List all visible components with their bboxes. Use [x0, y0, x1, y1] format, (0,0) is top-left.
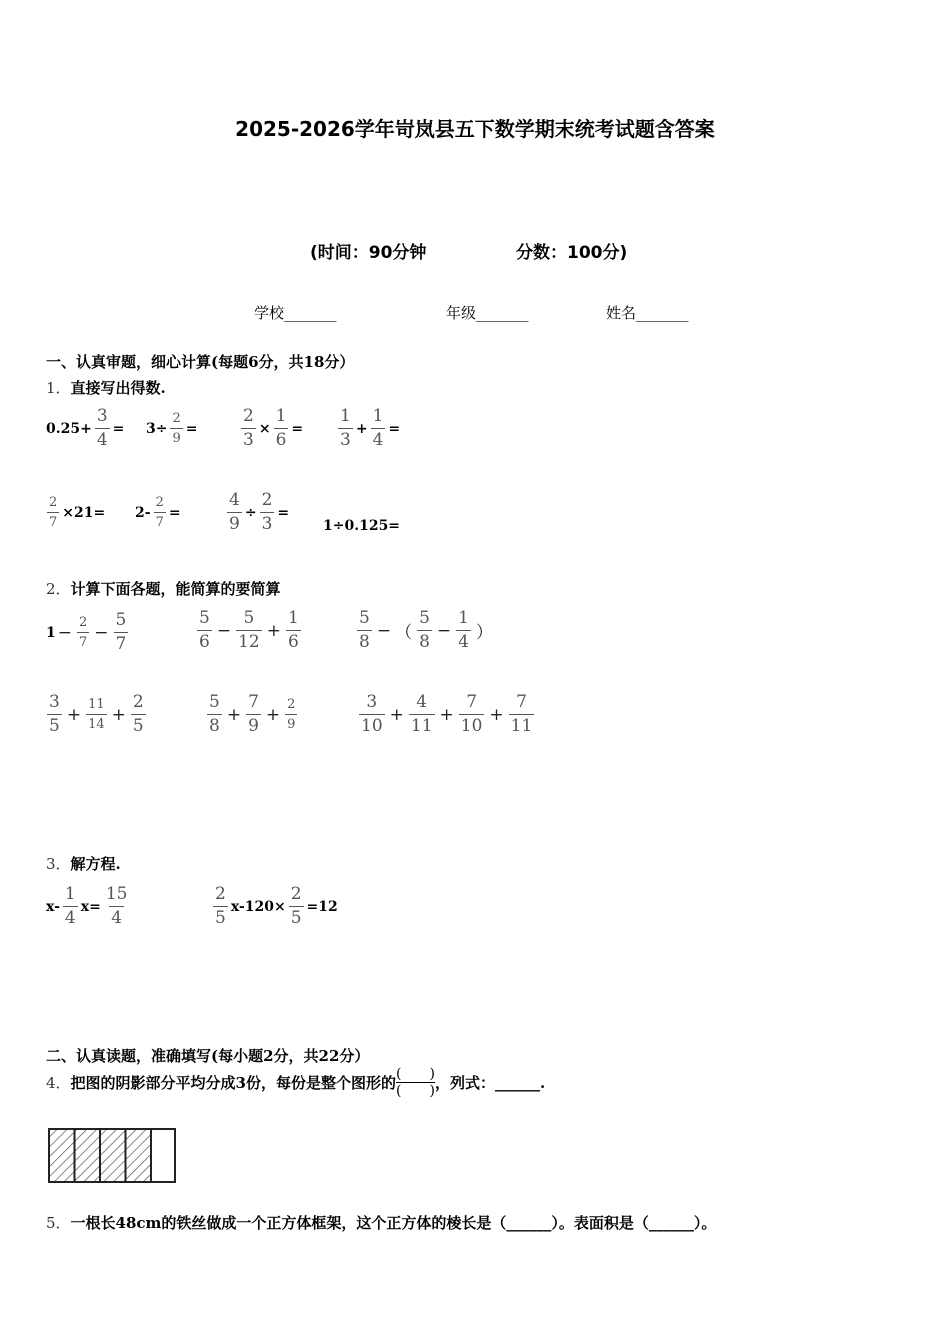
school-field: 学校_______: [254, 304, 337, 322]
fraction: $\frac{1}{6}$: [275, 406, 287, 450]
expr-2b: $\frac{5}{6}$ − $\frac{5}{12}$ + $\frac{1}{6}$: [199, 608, 299, 652]
fraction: $\frac{1}{6}$: [287, 608, 299, 652]
fraction: $\frac{2}{5}$: [290, 884, 302, 928]
fraction: $\frac{2}{3}$: [261, 490, 273, 534]
question-number: 4．: [46, 1074, 71, 1093]
fraction: $\frac{5}{7}$: [115, 610, 127, 654]
question-number: 1．: [46, 379, 71, 397]
question-text-after: ，列式：______.: [434, 1074, 546, 1093]
fraction: $\frac{3}{5}$: [49, 692, 60, 736]
question-text: 直接写出得数.: [70, 379, 166, 397]
question-text: 计算下面各题，能简算的要简算: [70, 580, 281, 598]
fraction: $\frac{2}{7}$: [49, 495, 58, 530]
equation-2: $\frac{2}{5}$ x-120× $\frac{2}{5}$ =12: [215, 884, 338, 928]
fraction: $\frac{5}{8}$: [359, 608, 370, 652]
fraction: $\frac{2}{5}$: [132, 692, 144, 736]
expr-1g: $\frac{4}{9}$ ÷ $\frac{2}{3}$ =: [229, 490, 290, 534]
question-text: 把图的阴影部分平均分成3份，每份是整个图形的: [70, 1074, 396, 1093]
fraction: $\frac{1}{3}$: [340, 406, 351, 450]
question-1: [46, 377, 166, 398]
question-3: [46, 853, 121, 874]
expr-2e: $\frac{5}{8}$ + $\frac{7}{9}$ + $\frac{2}{9}$: [209, 692, 296, 736]
question-4: [46, 1066, 545, 1099]
fraction: $\frac{2}{3}$: [243, 406, 254, 450]
fraction: $\frac{2}{7}$: [79, 615, 88, 650]
expr-1f: 2- $\frac{2}{7}$ =: [135, 495, 181, 530]
equation-1: x- $\frac{1}{4}$ x= $\frac{15}{4}$: [46, 884, 128, 928]
page-title: 2025-2026学年岢岚县五下数学期末统考试题含答案: [235, 117, 715, 141]
grade-field: 年级_______: [446, 304, 529, 322]
fraction: $\frac{5}{8}$: [209, 692, 220, 736]
fraction: $\frac{15}{4}$: [105, 884, 128, 928]
expr-1d: $\frac{1}{3}$ + $\frac{1}{4}$ =: [340, 406, 401, 450]
name-field: 姓名_______: [606, 304, 689, 322]
fraction: $\frac{4}{11}$: [410, 692, 433, 736]
fraction: $\frac{4}{9}$: [229, 490, 240, 534]
answer-fraction-blank[interactable]: $\frac{( )}{( )}$: [396, 1066, 435, 1100]
fraction: $\frac{3}{10}$: [361, 692, 383, 736]
fraction: $\frac{1}{4}$: [458, 608, 469, 652]
expr-1b: 3÷ $\frac{2}{9}$ =: [146, 411, 198, 446]
fraction: $\frac{1}{4}$: [64, 884, 76, 928]
expr-2a: 1 − $\frac{2}{7}$ − $\frac{5}{7}$: [46, 610, 127, 654]
fraction: $\frac{2}{7}$: [155, 495, 164, 530]
fraction: $\frac{2}{9}$: [172, 411, 181, 446]
shaded-rectangle-figure: [48, 1128, 178, 1184]
expr-2d: $\frac{3}{5}$ + $\frac{11}{14}$ + $\frac{2}{5}$: [49, 692, 144, 736]
question-2: [46, 578, 281, 599]
fraction: $\frac{7}{11}$: [510, 692, 533, 736]
question-5: [46, 1212, 716, 1233]
expr-1a: 0.25+ $\frac{3}{4}$ =: [46, 406, 125, 450]
fraction: $\frac{5}{8}$: [419, 608, 430, 652]
exam-time: (时间：90分钟: [310, 243, 427, 263]
expr-2c: $\frac{5}{8}$ − （ $\frac{5}{8}$ − $\frac{1}{4}$ ）: [359, 608, 493, 652]
exam-score: 分数：100分): [516, 243, 628, 263]
expr-1h: 1÷0.125=: [323, 518, 401, 534]
fraction: $\frac{7}{10}$: [460, 692, 483, 736]
expr-2f: $\frac{3}{10}$ + $\frac{4}{11}$ + $\frac{7}{10}$ + $\frac{7}{11}$: [361, 692, 533, 736]
section-1-heading: 一、认真审题，细心计算(每题6分，共18分）: [46, 353, 355, 371]
fraction: $\frac{5}{12}$: [238, 608, 260, 652]
expr-1e: $\frac{2}{7}$ ×21=: [49, 495, 106, 530]
fraction: $\frac{3}{4}$: [96, 406, 108, 450]
question-number: 3．: [46, 855, 71, 873]
fraction: $\frac{7}{9}$: [248, 692, 259, 736]
fraction: $\frac{5}{6}$: [199, 608, 210, 652]
question-text: 解方程.: [70, 855, 121, 873]
fraction: $\frac{2}{5}$: [215, 884, 226, 928]
question-text: 一根长48cm的铁丝做成一个正方体框架，这个正方体的棱长是（______）。表面积是（______）。: [70, 1214, 717, 1232]
question-number: 2．: [46, 580, 71, 598]
question-number: 5．: [46, 1214, 71, 1232]
expr-1c: $\frac{2}{3}$ × $\frac{1}{6}$ =: [243, 406, 304, 450]
fraction: $\frac{11}{14}$: [88, 697, 105, 732]
fraction: $\frac{2}{9}$: [287, 697, 296, 732]
fraction: $\frac{1}{4}$: [372, 406, 384, 450]
section-2-heading: 二、认真读题，准确填写(每小题2分，共22分）: [46, 1047, 370, 1065]
